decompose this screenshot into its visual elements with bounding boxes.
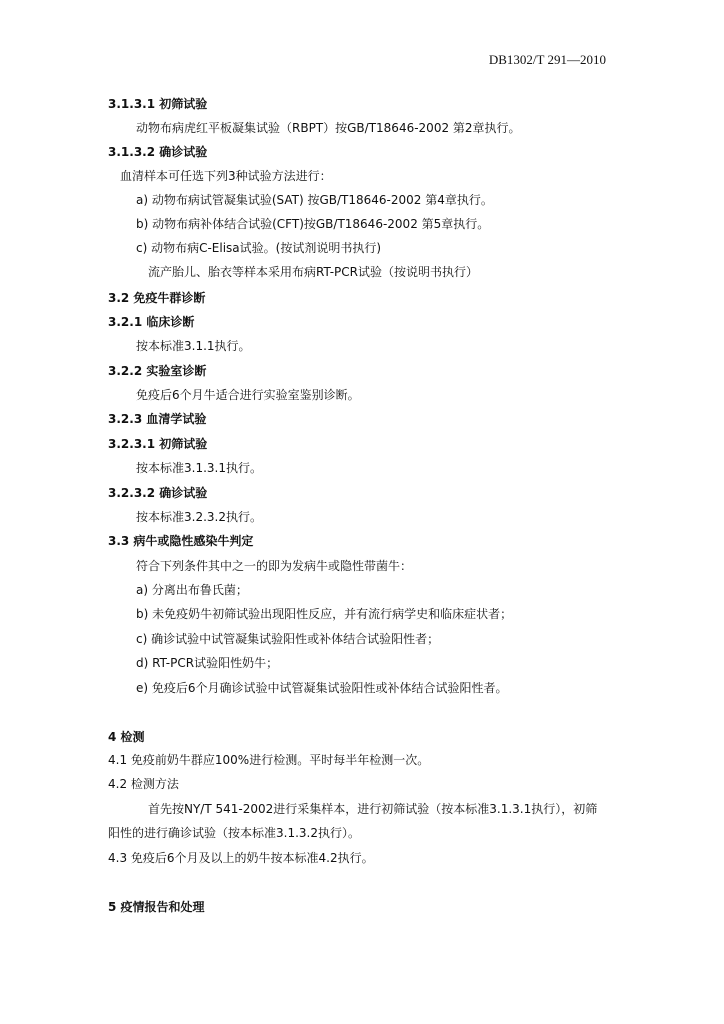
section-heading: 3.2.1 临床诊断 xyxy=(108,315,195,329)
body-text: 按本标准3.1.3.1执行。 xyxy=(136,461,262,475)
list-item: e) 免疫后6个月确诊试验中试管凝集试验阳性或补体结合试验阳性者。 xyxy=(136,681,508,695)
list-item: b) 未免疫奶牛初筛试验出现阳性反应，并有流行病学史和临床症状者； xyxy=(136,607,513,621)
body-text: 4.1 免疫前奶牛群应100%进行检测。平时每半年检测一次。 xyxy=(108,753,430,767)
body-text: 血清样本可任选下列3种试验方法进行： xyxy=(120,169,332,183)
body-text: 按本标准3.1.1执行。 xyxy=(136,339,251,353)
list-item: a) 动物布病试管凝集试验(SAT) 按GB/T18646-2002 第4章执行。 xyxy=(136,193,493,207)
list-item: d) RT-PCR试验阳性奶牛； xyxy=(136,656,279,670)
body-text: 首先按NY/T 541-2002进行采集样本，进行初筛试验（按本标准3.1.3.1执行），初筛 xyxy=(148,802,598,816)
list-item: c) 动物布病C-Elisa试验。(按试剂说明书执行) xyxy=(136,241,382,255)
body-text: 免疫后6个月牛适合进行实验室鉴别诊断。 xyxy=(136,388,360,402)
section-heading: 3.2.2 实验室诊断 xyxy=(108,364,207,378)
section-heading: 3.1.3.2 确诊试验 xyxy=(108,145,208,159)
chapter-heading: 5 疫情报告和处理 xyxy=(108,900,205,914)
list-item: b) 动物布病补体结合试验(CFT)按GB/T18646-2002 第5章执行。 xyxy=(136,217,490,231)
chapter-heading: 4 检测 xyxy=(108,730,145,744)
list-item: c) 确诊试验中试管凝集试验阳性或补体结合试验阳性者； xyxy=(136,632,440,646)
section-heading: 3.2.3.1 初筛试验 xyxy=(108,437,208,451)
list-item: a) 分离出布鲁氏菌； xyxy=(136,583,248,597)
body-text: 阳性的进行确诊试验（按本标准3.1.3.2执行）。 xyxy=(108,826,360,840)
section-heading: 3.2 免疫牛群诊断 xyxy=(108,291,206,305)
body-text: 按本标准3.2.3.2执行。 xyxy=(136,510,262,524)
body-text: 符合下列条件其中之一的即为发病牛或隐性带菌牛： xyxy=(136,559,413,573)
section-heading: 3.1.3.1 初筛试验 xyxy=(108,97,208,111)
section-heading: 3.2.3.2 确诊试验 xyxy=(108,486,208,500)
section-heading: 4.2 检测方法 xyxy=(108,777,179,791)
body-text: 动物布病虎红平板凝集试验（RBPT）按GB/T18646-2002 第2章执行。 xyxy=(136,121,521,135)
section-heading: 3.3 病牛或隐性感染牛判定 xyxy=(108,534,254,548)
body-text: 4.3 免疫后6个月及以上的奶牛按本标准4.2执行。 xyxy=(108,851,374,865)
document-code: DB1302/T 291—2010 xyxy=(488,52,606,67)
section-heading: 3.2.3 血清学试验 xyxy=(108,412,207,426)
body-text: 流产胎儿、胎衣等样本采用布病RT-PCR试验（按说明书执行） xyxy=(148,265,478,279)
